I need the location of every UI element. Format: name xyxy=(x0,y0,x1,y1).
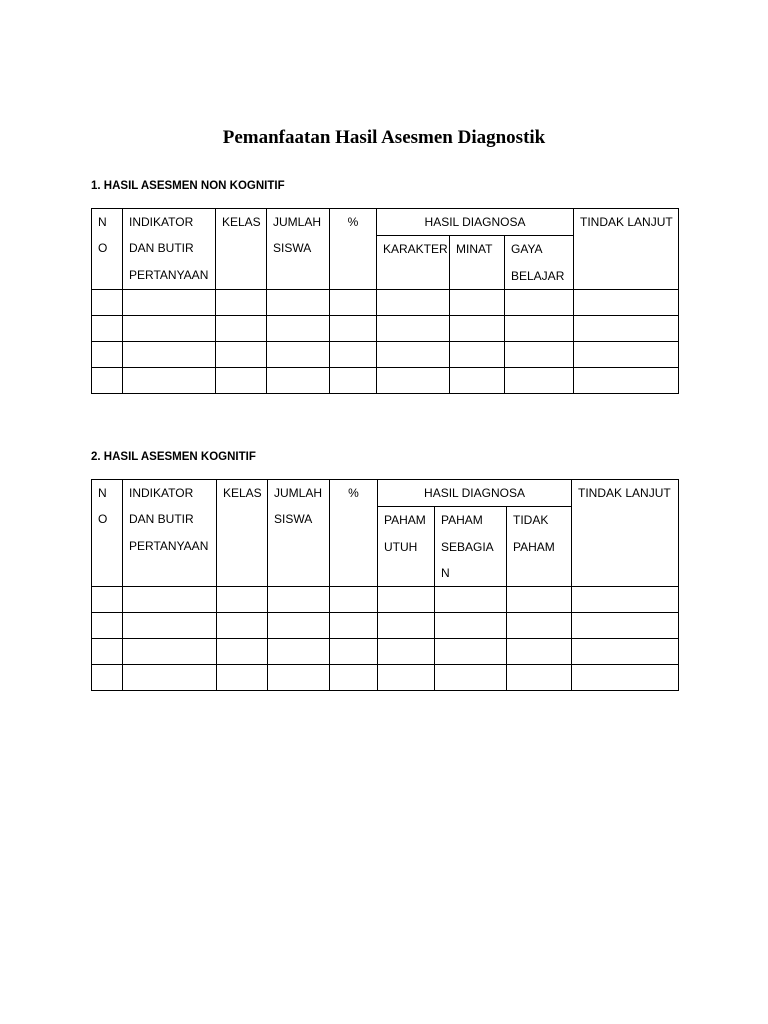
table-cell[interactable] xyxy=(268,665,330,691)
table-cell[interactable] xyxy=(435,639,507,665)
table-row xyxy=(92,289,679,315)
table-cell[interactable] xyxy=(217,665,268,691)
header-hasil-diagnosa: HASIL DIAGNOSA xyxy=(378,480,572,507)
header-no: N O xyxy=(92,209,123,290)
table-cell[interactable] xyxy=(574,289,679,315)
header-percent: % xyxy=(330,209,377,290)
table-cell[interactable] xyxy=(123,587,217,613)
table-cell[interactable] xyxy=(267,289,330,315)
section-heading-non-kognitif: 1. HASIL ASESMEN NON KOGNITIF xyxy=(91,180,285,192)
table-cell[interactable] xyxy=(507,639,572,665)
table-row xyxy=(92,613,679,639)
table-row xyxy=(92,315,679,341)
table-cell[interactable] xyxy=(268,639,330,665)
table-cell[interactable] xyxy=(92,613,123,639)
header-jumlah-siswa: JUMLAH SISWA xyxy=(267,209,330,290)
table-cell[interactable] xyxy=(507,613,572,639)
table-cell[interactable] xyxy=(574,341,679,367)
table-cell[interactable] xyxy=(123,367,216,393)
table-cell[interactable] xyxy=(330,665,378,691)
table-cell[interactable] xyxy=(92,315,123,341)
table-cell[interactable] xyxy=(123,613,217,639)
table-cell[interactable] xyxy=(267,367,330,393)
table-cell[interactable] xyxy=(92,289,123,315)
table-cell[interactable] xyxy=(450,289,505,315)
table-cell[interactable] xyxy=(572,587,679,613)
header-tindak-lanjut: TINDAK LANJUT xyxy=(572,480,679,587)
section-heading-kognitif: 2. HASIL ASESMEN KOGNITIF xyxy=(91,451,256,463)
table-cell[interactable] xyxy=(267,341,330,367)
table-cell[interactable] xyxy=(330,613,378,639)
header-kelas: KELAS xyxy=(216,209,267,290)
header-percent: % xyxy=(330,480,378,587)
table-cell[interactable] xyxy=(377,367,450,393)
table-cell[interactable] xyxy=(92,639,123,665)
subheader-tidak-paham: TIDAK PAHAM xyxy=(507,507,572,587)
subheader-paham-sebagian: PAHAM SEBAGIA N xyxy=(435,507,507,587)
table-cell[interactable] xyxy=(507,587,572,613)
table-cell[interactable] xyxy=(330,341,377,367)
table-cell[interactable] xyxy=(572,665,679,691)
subheader-minat: MINAT xyxy=(450,236,505,290)
header-indikator: INDIKATOR DAN BUTIR PERTANYAAN xyxy=(123,480,217,587)
table-cell[interactable] xyxy=(574,367,679,393)
table-cell[interactable] xyxy=(216,289,267,315)
header-no: N O xyxy=(92,480,123,587)
subheader-gaya-belajar: GAYA BELAJAR xyxy=(505,236,574,290)
table-row xyxy=(92,665,679,691)
table-cell[interactable] xyxy=(377,315,450,341)
table-cell[interactable] xyxy=(123,289,216,315)
table-cell[interactable] xyxy=(330,587,378,613)
document-title: Pemanfaatan Hasil Asesmen Diagnostik xyxy=(222,127,546,148)
table-cell[interactable] xyxy=(217,639,268,665)
subheader-karakter: KARAKTER xyxy=(377,236,450,290)
table-cell[interactable] xyxy=(92,341,123,367)
table-cell[interactable] xyxy=(505,315,574,341)
table-row xyxy=(92,587,679,613)
table-cell[interactable] xyxy=(123,315,216,341)
table-cell[interactable] xyxy=(435,613,507,639)
table-cell[interactable] xyxy=(330,639,378,665)
table-cell[interactable] xyxy=(377,289,450,315)
table-cell[interactable] xyxy=(268,613,330,639)
table-kognitif xyxy=(91,479,679,691)
table-cell[interactable] xyxy=(378,665,435,691)
table-cell[interactable] xyxy=(267,315,330,341)
table-cell[interactable] xyxy=(378,587,435,613)
table-cell[interactable] xyxy=(217,613,268,639)
table-cell[interactable] xyxy=(123,665,217,691)
table-cell[interactable] xyxy=(123,639,217,665)
table-cell[interactable] xyxy=(507,665,572,691)
table-cell[interactable] xyxy=(330,289,377,315)
table-row xyxy=(92,341,679,367)
header-jumlah-siswa: JUMLAH SISWA xyxy=(268,480,330,587)
table-row xyxy=(92,367,679,393)
table-cell[interactable] xyxy=(217,587,268,613)
table-cell[interactable] xyxy=(123,341,216,367)
table-cell[interactable] xyxy=(450,315,505,341)
table-cell[interactable] xyxy=(378,613,435,639)
header-kelas: KELAS xyxy=(217,480,268,587)
table-cell[interactable] xyxy=(505,367,574,393)
table-cell[interactable] xyxy=(216,341,267,367)
table-cell[interactable] xyxy=(92,367,123,393)
table-row xyxy=(92,639,679,665)
table-cell[interactable] xyxy=(450,367,505,393)
table-cell[interactable] xyxy=(330,315,377,341)
header-hasil-diagnosa: HASIL DIAGNOSA xyxy=(377,209,574,236)
table-cell[interactable] xyxy=(378,639,435,665)
table-cell[interactable] xyxy=(505,341,574,367)
table-cell[interactable] xyxy=(216,367,267,393)
table-cell[interactable] xyxy=(92,587,123,613)
table-cell[interactable] xyxy=(572,613,679,639)
table-cell[interactable] xyxy=(435,665,507,691)
table-cell[interactable] xyxy=(574,315,679,341)
table-cell[interactable] xyxy=(92,665,123,691)
table-cell[interactable] xyxy=(377,341,450,367)
table-cell[interactable] xyxy=(268,587,330,613)
table-cell[interactable] xyxy=(216,315,267,341)
table-cell[interactable] xyxy=(505,289,574,315)
table-cell[interactable] xyxy=(435,587,507,613)
header-indikator: INDIKATOR DAN BUTIR PERTANYAAN xyxy=(123,209,216,290)
table-cell[interactable] xyxy=(450,341,505,367)
table-non-kognitif xyxy=(91,208,679,394)
header-tindak-lanjut: TINDAK LANJUT xyxy=(574,209,679,290)
table-cell[interactable] xyxy=(330,367,377,393)
table-cell[interactable] xyxy=(572,639,679,665)
subheader-paham-utuh: PAHAM UTUH xyxy=(378,507,435,587)
